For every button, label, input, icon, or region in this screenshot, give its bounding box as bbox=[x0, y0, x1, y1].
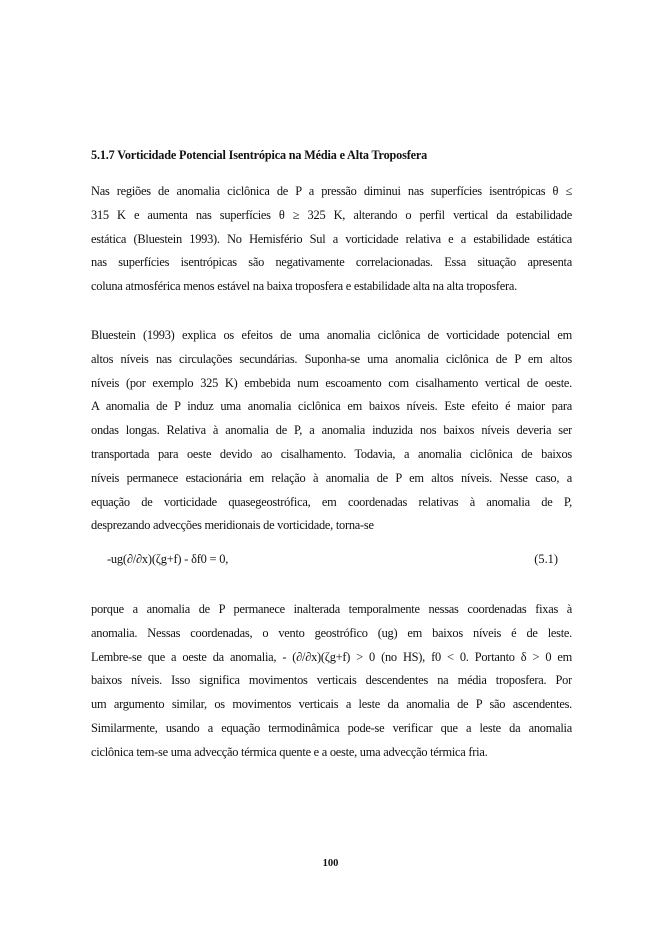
paragraph-line: Bluestein (1993) explica os efeitos de uma anomalia ciclônica de vorticidade potencial em bbox=[91, 328, 572, 342]
paragraph-1 bbox=[91, 180, 572, 299]
paragraph-line: Similarmente, usando a equação termodinâmica pode-se verificar que a leste da anomalia bbox=[91, 720, 572, 735]
paragraph-line: ondas longas. Relativa à anomalia de P, a anomalia induzida nos baixos níveis deveria ser bbox=[91, 423, 572, 438]
paragraph-line: nas superfícies isentrópicas são negativamente correlacionadas. Essa situação apresenta bbox=[91, 255, 572, 270]
paragraph-line: níveis (por exemplo 325 K) embebida num escoamento com cisalhamento vertical de oeste. bbox=[91, 375, 572, 390]
paragraph-line: baixos níveis. Isso significa movimentos verticais descendentes na média troposfera. Por bbox=[91, 673, 572, 688]
page-number: 100 bbox=[322, 858, 339, 869]
paragraph-line: porque a anomalia de P permanece inalterada temporalmente nessas coordenadas fixas à bbox=[91, 602, 572, 616]
paragraph-3 bbox=[91, 598, 572, 765]
paragraph-line: altos níveis nas circulações secundárias. Suponha-se uma anomalia ciclônica de P em altos bbox=[91, 351, 572, 366]
paragraph-line: A anomalia de P induz uma anomalia ciclônica em baixos níveis. Este efeito é maior para bbox=[91, 399, 572, 414]
section-heading: 5.1.7 Vorticidade Potencial Isentrópica na Média e Alta Troposfera bbox=[91, 148, 428, 162]
paragraph-line: níveis permanece estacionária em relação à anomalia de P em altos níveis. Nesse caso, a bbox=[91, 470, 572, 485]
paragraph-line: transportada para oeste devido ao cisalhamento. Todavia, a anomalia ciclônica de baixos bbox=[91, 446, 572, 461]
equation: -ug(∂/∂x)(ζg+f) - δf0 = 0, bbox=[107, 552, 229, 566]
paragraph-line: um argumento similar, os movimentos verticais a leste da anomalia de P são ascendentes. bbox=[91, 697, 572, 712]
paragraph-line: estática (Bluestein 1993). No Hemisfério Sul a vorticidade relativa e a estabilidade estática bbox=[91, 231, 572, 246]
paragraph-2 bbox=[91, 324, 572, 538]
paragraph-line: ciclônica tem-se uma advecção térmica quente e a oeste, uma advecção térmica fria. bbox=[91, 744, 488, 759]
paragraph-line: coluna atmosférica menos estável na baixa troposfera e estabilidade alta na alta troposfera. bbox=[91, 279, 517, 294]
paragraph-line: Lembre-se que a oeste da anomalia, - (∂/∂x)(ζg+f) > 0 (no HS), f0 < 0. Portanto δ > 0 em bbox=[91, 649, 572, 664]
paragraph-line: 315 K e aumenta nas superfícies θ ≥ 325 K, alterando o perfil vertical da estabilidade bbox=[91, 207, 572, 222]
paragraph-line: desprezando advecções meridionais de vorticidade, torna-se bbox=[91, 518, 374, 533]
equation-number: (5.1) bbox=[534, 552, 558, 566]
paragraph-line: Nas regiões de anomalia ciclônica de P a pressão diminui nas superfícies isentrópicas θ ≤ bbox=[91, 184, 572, 198]
paragraph-line: anomalia. Nessas coordenadas, o vento geostrófico (ug) em baixos níveis é de leste. bbox=[91, 625, 572, 640]
paragraph-line: equação de vorticidade quasegeostrófica, em coordenadas relativas à anomalia de P, bbox=[91, 494, 572, 509]
